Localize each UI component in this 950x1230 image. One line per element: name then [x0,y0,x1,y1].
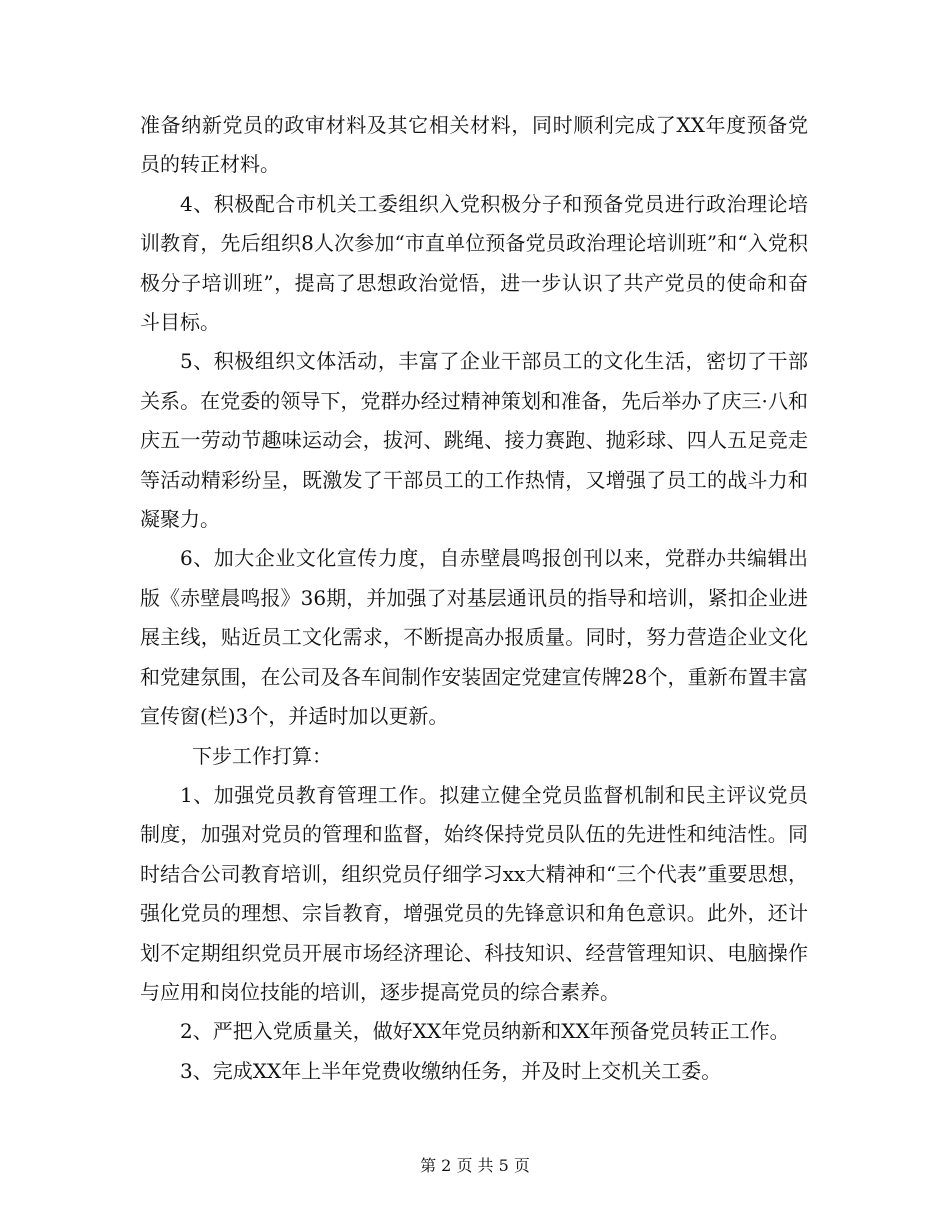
section-heading-next-steps: 下步工作打算： [192,743,332,768]
document-body [140,106,808,1091]
plan-item-2: 2、严把入党质量关，做好XX年党员纳新和XX年预备党员转正工作。 [180,1019,790,1044]
paragraph-item-4: 4、积极配合市机关工委组织入党积极分子和预备党员进行政治理论培训教育，先后组织8人次参加“市直单位预备党员政治理论培训班”和“入党积极分子培训班”，提高了思想政治觉悟，进一步认识了共产党员的使命和奋斗目标。 [140,191,808,335]
paragraph-item-5: 5、积极组织文体活动，丰富了企业干部员工的文化生活，密切了干部关系。在党委的领导下，党群办经过精神策划和准备，先后举办了庆三·八和庆五一劳动节趣味运动会，拔河、跳绳、接力赛跑、抛彩球、四人五足竞走等活动精彩纷呈，既激发了干部员工的工作热情，又增强了员工的战斗力和凝聚力。 [140,349,808,532]
paragraph-continuation: 准备纳新党员的政审材料及其它相关材料，同时顺利完成了XX年度预备党员的转正材料。 [140,113,808,177]
plan-item-3: 3、完成XX年上半年党费收缴纳任务，并及时上交机关工委。 [180,1058,722,1083]
plan-item-1: 1、加强党员教育管理工作。拟建立健全党员监督机制和民主评议党员制度，加强对党员的管理和监督，始终保持党员队伍的先进性和纯洁性。同时结合公司教育培训，组织党员仔细学习xx大精神和“三个代表”重要思想，强化党员的理想、宗旨教育，增强党员的先锋意识和角色意识。此外，还计划不定期组织党员开展市场经济理论、科技知识、经营管理知识、电脑操作与应用和岗位技能的培训，逐步提高党员的综合素养。 [140,782,808,1004]
paragraph-item-6: 6、加大企业文化宣传力度，自赤壁晨鸣报创刊以来，党群办共编辑出版《赤壁晨鸣报》36期，并加强了对基层通讯员的指导和培训，紧扣企业进展主线，贴近员工文化需求，不断提高办报质量。同时，努力营造企业文化和党建氛围，在公司及各车间制作安装固定党建宣传牌28个，重新布置丰富宣传窗(栏)3个，并适时加以更新。 [140,546,808,729]
page-number-footer: 第 2 页 共 5 页 [420,1156,530,1175]
